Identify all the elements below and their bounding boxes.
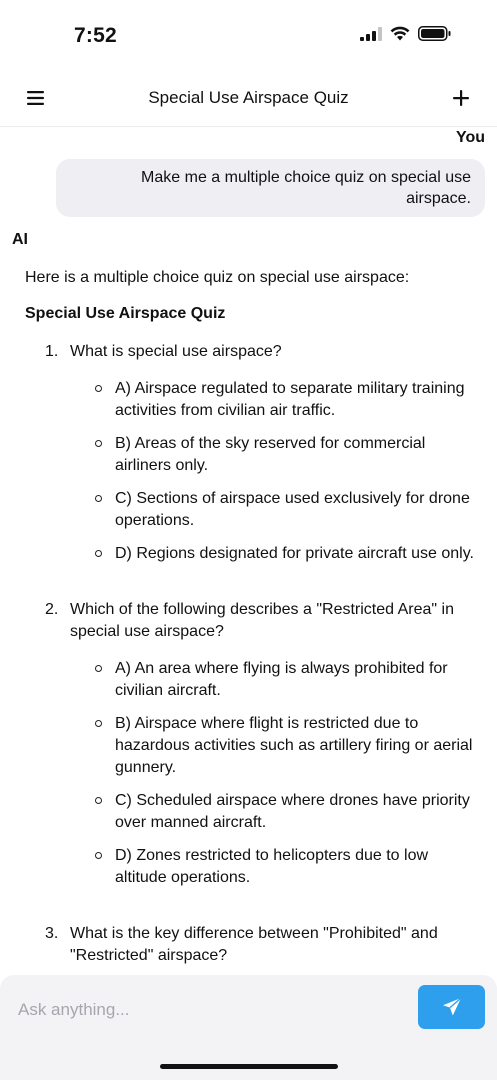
- ai-intro-text: Here is a multiple choice quiz on special use airspace:: [25, 269, 410, 286]
- circle-bullet-icon: [95, 665, 102, 672]
- answer-option: [115, 713, 479, 779]
- top-navigation-bar: [0, 70, 497, 127]
- answer-option-text: A) Airspace regulated to separate military training activities from civilian air traffic.: [115, 380, 465, 419]
- status-time: 7:52: [74, 24, 117, 47]
- plus-icon: [453, 90, 469, 106]
- answer-options: [70, 658, 479, 889]
- question-number: 3.: [45, 925, 59, 942]
- status-icons: [360, 26, 451, 41]
- circle-bullet-icon: [95, 440, 102, 447]
- cellular-signal-icon: [360, 27, 382, 41]
- answer-option-text: B) Airspace where flight is restricted due to hazardous activities such as artillery firing or aerial gunnery.: [115, 715, 473, 776]
- circle-bullet-icon: [95, 797, 102, 804]
- circle-bullet-icon: [95, 495, 102, 502]
- question-number: 2.: [45, 601, 59, 618]
- answer-option-text: A) An area where flying is always prohibited for civilian aircraft.: [115, 660, 448, 699]
- question-text: What is the key difference between "Prohibited" and "Restricted" airspace?: [70, 925, 438, 964]
- ai-message: [25, 267, 479, 975]
- page-title: Special Use Airspace Quiz: [148, 88, 349, 107]
- quiz-question-3: [25, 923, 479, 967]
- answer-option-text: B) Areas of the sky reserved for commercial airliners only.: [115, 435, 426, 474]
- answer-option-text: C) Scheduled airspace where drones have priority over manned aircraft.: [115, 792, 470, 831]
- user-sender-label: You: [455, 129, 485, 146]
- paper-plane-icon: [442, 997, 462, 1017]
- answer-option: [115, 790, 479, 834]
- question-text: Which of the following describes a "Restricted Area" in special use airspace?: [70, 601, 454, 640]
- chat-transcript[interactable]: [0, 127, 497, 975]
- answer-option: [115, 433, 479, 477]
- user-message-bubble: Make me a multiple choice quiz on special use airspace.: [56, 159, 485, 217]
- answer-option-text: D) Regions designated for private aircraft use only.: [115, 545, 474, 562]
- question-text: What is special use airspace?: [70, 343, 282, 360]
- answer-option: [115, 543, 479, 565]
- wifi-icon: [390, 26, 410, 41]
- battery-icon: [418, 26, 451, 41]
- quiz-question-1: [25, 341, 479, 565]
- question-number: 1.: [45, 343, 59, 360]
- quiz-title: Special Use Airspace Quiz: [25, 305, 226, 322]
- status-bar: [0, 0, 497, 70]
- circle-bullet-icon: [95, 550, 102, 557]
- answer-option: [115, 845, 479, 889]
- quiz-question-2: [25, 599, 479, 889]
- answer-option-text: D) Zones restricted to helicopters due to low altitude operations.: [115, 847, 429, 886]
- answer-option: [115, 378, 479, 422]
- circle-bullet-icon: [95, 852, 102, 859]
- answer-option-text: C) Sections of airspace used exclusively for drone operations.: [115, 490, 470, 529]
- circle-bullet-icon: [95, 720, 102, 727]
- chat-input[interactable]: [18, 997, 398, 1023]
- circle-bullet-icon: [95, 385, 102, 392]
- answer-options: [70, 378, 479, 565]
- answer-option: [115, 658, 479, 702]
- home-indicator: [160, 1064, 338, 1069]
- new-chat-button[interactable]: [447, 84, 475, 112]
- answer-option: [115, 488, 479, 532]
- send-button[interactable]: [418, 985, 485, 1029]
- ai-sender-label: AI: [12, 231, 28, 248]
